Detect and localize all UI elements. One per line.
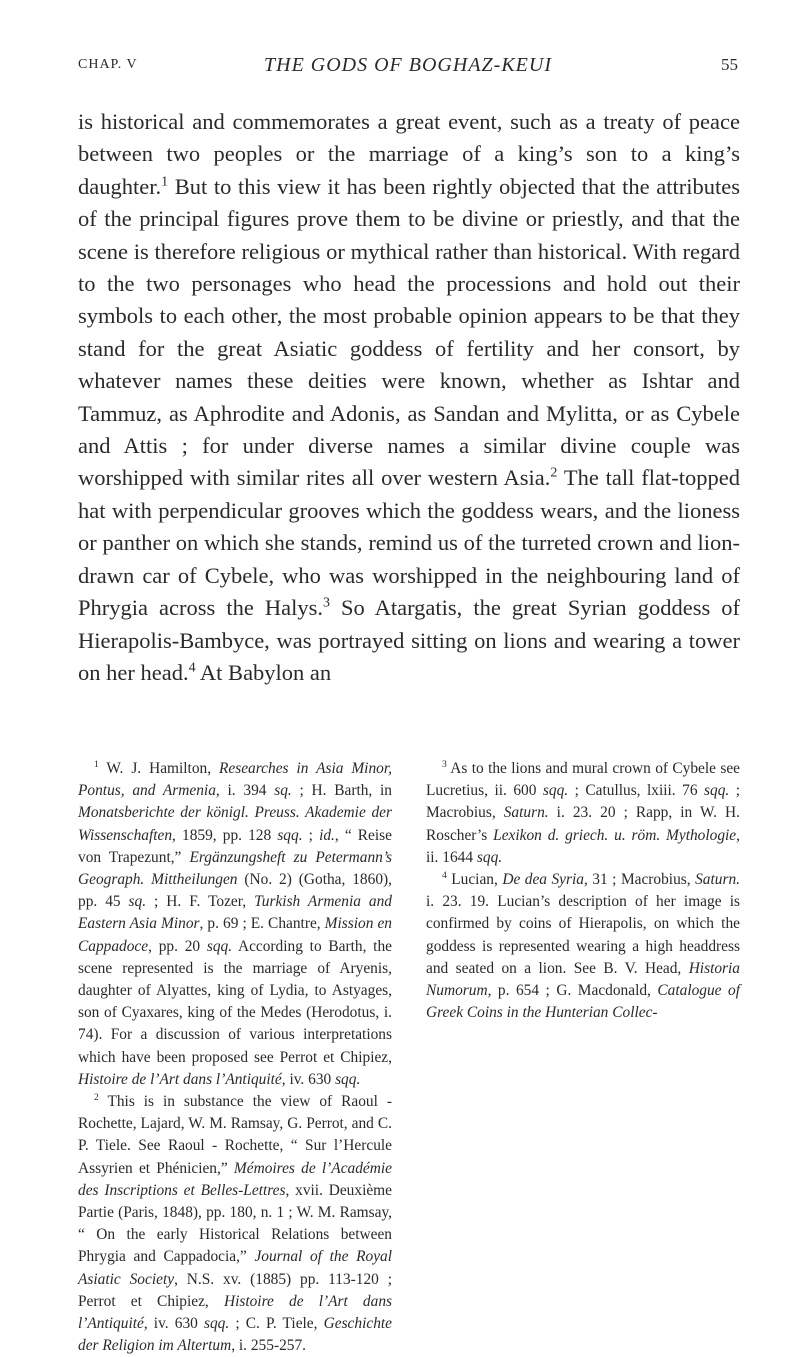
footnote-ref-2: 2 bbox=[550, 465, 558, 481]
footnote-3: $^3$ As to the lions and mural crown of Cybele see Lucretius, ii. 600 sqq. ; Catullus, lxiii. 76 sqq. ; Macrobius, Saturn. i. 23. 20 ; Rapp, in W. H. Roscher’s Lexikon d. griech. u. röm. Mythologie, ii. 1644 sqq. bbox=[426, 758, 741, 866]
footnote-ref-1: 1 bbox=[161, 174, 169, 190]
page-number: 55 bbox=[721, 55, 738, 74]
running-title: THE GODS OF BOGHAZ-KEUI bbox=[264, 54, 552, 76]
footnotes-left-column bbox=[78, 758, 392, 1357]
footnotes bbox=[78, 758, 740, 1357]
footnote-4: $^4$ Lucian, De dea Syria, 31 ; Macrobius, Saturn. i. 23. 19. Lucian’s description of her image is confirmed by coins of Hierapolis, on which the goddess is represented wearing a high headdress and seated on a lion. See B. V. Head, Historia Numorum, p. 654 ; G. Macdonald, Catalogue of Greek Coins in the Hunterian Collec- bbox=[426, 869, 741, 1022]
main-paragraph: is historical and commemorates a great event, such as a treaty of peace between two peoples or the marriage of a king’s son to a king’s daughter.$^1$ But to this view it has been rightly objected that the attributes of the principal figures prove them to be divine or priestly, and that the scene is therefore religious or mythical rather than historical. With regard to the two personages who head the processions and hold out their symbols to each other, the most probable opinion appears to be that they stand for the great Asiatic goddess of fertility and her consort, by whatever names these deities were known, whether as Ishtar and Tammuz, as Aphrodite and Adonis, as Sandan and Mylitta, or as Cybele and Attis ; for under diverse names a similar divine couple was worshipped with similar rites all over western Asia.$^2$ The tall flat-topped hat with perpendicular grooves which the goddess wears, and the lioness or panther on which she stands, remind us of the turreted crown and lion-drawn car of Cybele, who was worshipped in the neighbouring land of Phrygia across the Halys.$^3$ So Atargatis, the great Syrian goddess of Hierapolis-Bambyce, was portrayed sitting on lions and wearing a tower on her head.$^4$ At Babylon an bbox=[78, 109, 741, 685]
footnote-ref-3: 3 bbox=[323, 595, 330, 611]
footnote-ref-4: 4 bbox=[188, 660, 196, 676]
chapter-label: CHAP. V bbox=[78, 57, 138, 72]
footnote-2: $^2$ This is in substance the view of Raoul - Rochette, Lajard, W. M. Ramsay, G. Perrot, and C. P. Tiele. See Raoul - Rochette, “ Sur l’Hercule Assyrien et Phénicien,” Mémoires de l’Académie des Inscriptions et Belles-Lettres, xvii. Deuxième Partie (Paris, 1848), pp. 180, n. 1 ; W. M. Ramsay, “ On the early Historical Relations between Phrygia and Cappadocia,” Journal of the Royal Asiatic Society, N.S. xv. (1885) pp. 113-120 ; Perrot et Chipiez, Histoire de l’Art dans l’Antiquité, iv. 630 sqq. ; C. P. Tiele, Geschichte der Religion im Altertum, i. 255-257. bbox=[78, 1091, 393, 1355]
footnotes-right-column bbox=[426, 758, 740, 1357]
running-header bbox=[78, 50, 738, 80]
footnote-1: $^1$ W. J. Hamilton, Researches in Asia Minor, Pontus, and Armenia, i. 394 sq. ; H. Barth, in Monatsberichte der königl. Preuss. Akademie der Wissenschaften, 1859, pp. 128 sqq. ; id., “ Reise von Trapezunt,” Ergänzungsheft zu Petermann’s Geograph. Mittheilungen (No. 2) (Gotha, 1860), pp. 45 sq. ; H. F. Tozer, Turkish Armenia and Eastern Asia Minor, p. 69 ; E. Chantre, Mission en Cappadoce, pp. 20 sqq. According to Barth, the scene represented is the marriage of Aryenis, daughter of Alyattes, king of Lydia, to Astyages, son of Cyaxares, king of the Medes (Herodotus, i. 74). For a discussion of various interpretations which have been proposed see Perrot et Chipiez, Histoire de l’Art dans l’Antiquité, iv. 630 sqq. bbox=[78, 758, 392, 1088]
main-text bbox=[78, 106, 740, 689]
